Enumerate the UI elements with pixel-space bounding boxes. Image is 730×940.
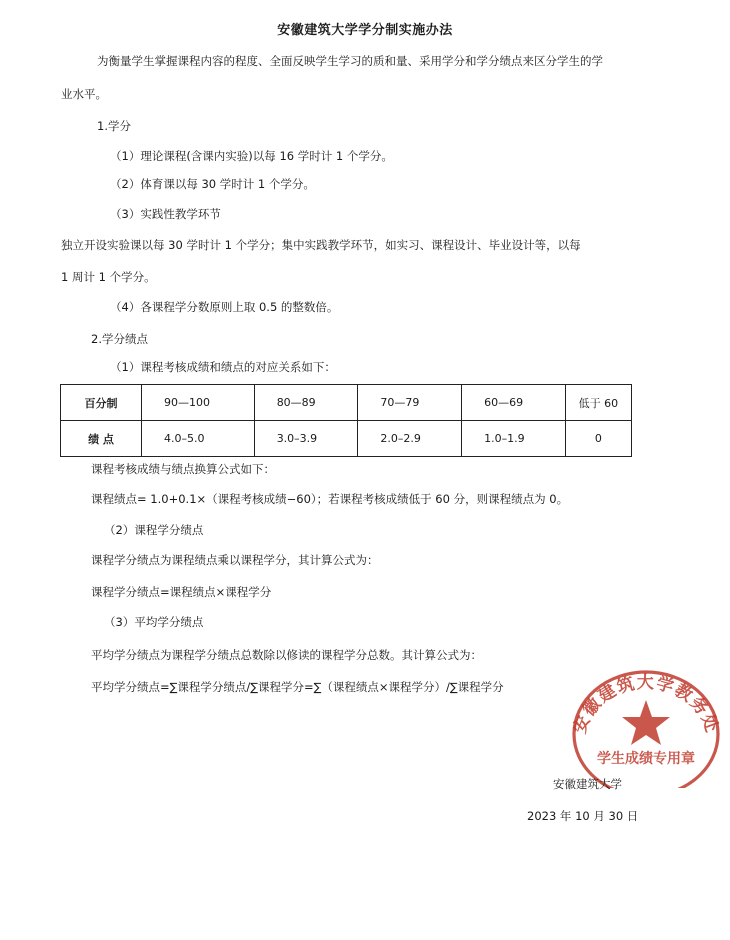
table-row [61, 421, 632, 457]
table-cell: 70—79 [358, 385, 462, 421]
section2-item2-formula: 课程学分绩点=课程绩点×课程学分 [91, 585, 272, 599]
grade-table [60, 384, 632, 457]
table-cell: 80—89 [254, 385, 358, 421]
table-cell: 2.0–2.9 [358, 421, 462, 457]
section2-item1: （1）课程考核成绩和绩点的对应关系如下： [110, 360, 336, 374]
table-cell: 百分制 [61, 385, 142, 421]
table-cell: 0 [565, 421, 631, 457]
official-seal [548, 658, 730, 788]
signature-org: 安徽建筑大学 [553, 777, 622, 791]
table-cell: 3.0–3.9 [254, 421, 358, 457]
section2-item2-text: 课程学分绩点为课程绩点乘以课程学分，其计算公式为： [91, 553, 379, 567]
intro-line-1: 为衡量学生掌握课程内容的程度、全面反映学生学习的质和量、采用学分和学分绩点来区分学生的学 [97, 54, 603, 68]
section1-item1: （1）理论课程(含课内实验)以每 16 学时计 1 个学分。 [110, 149, 393, 163]
seal-star-icon [622, 700, 670, 745]
section2-item2: （2）课程学分绩点 [104, 523, 204, 537]
section1-item2: （2）体育课以每 30 学时计 1 个学分。 [110, 177, 315, 191]
document-title: 安徽建筑大学学分制实施办法 [277, 23, 453, 38]
table-cell: 1.0–1.9 [462, 421, 566, 457]
svg-text:学生成绩专用章: 学生成绩专用章 [597, 751, 695, 767]
gpa-formula: 课程绩点= 1.0+0.1×（课程考核成绩−60）；若课程考核成绩低于 60 分，则课程绩点为 0。 [91, 492, 569, 506]
formula-intro: 课程考核成绩与绩点换算公式如下： [91, 462, 275, 476]
section2-heading: 2.学分绩点 [91, 332, 148, 346]
section2-item3: （3）平均学分绩点 [104, 615, 204, 629]
table-cell: 90—100 [142, 385, 255, 421]
practice-line-2: 1 周计 1 个学分。 [61, 270, 156, 284]
section2-item3-formula: 平均学分绩点=∑课程学分绩点/∑课程学分=∑（课程绩点×课程学分）/∑课程学分 [91, 680, 504, 694]
section1-heading: 1.学分 [97, 119, 131, 133]
table-cell: 绩 点 [61, 421, 142, 457]
svg-text:安徽建筑大学教务处: 安徽建筑大学教务处 [570, 673, 722, 737]
table-row [61, 385, 632, 421]
intro-line-2: 业水平。 [61, 87, 107, 101]
section2-item3-text: 平均学分绩点为课程学分绩点总数除以修读的课程学分总数。其计算公式为： [91, 648, 482, 662]
practice-line-1: 独立开设实验课以每 30 学时计 1 个学分；集中实践教学环节，如实习、课程设计、毕业设计等，以每 [61, 238, 581, 252]
section1-item4: （4）各课程学分数原则上取 0.5 的整数倍。 [110, 300, 339, 314]
section1-item3: （3）实践性教学环节 [110, 207, 221, 221]
table-cell: 4.0–5.0 [142, 421, 255, 457]
signature-date: 2023 年 10 月 30 日 [527, 809, 639, 823]
table-cell: 60—69 [462, 385, 566, 421]
table-cell: 低于 60 [565, 385, 631, 421]
